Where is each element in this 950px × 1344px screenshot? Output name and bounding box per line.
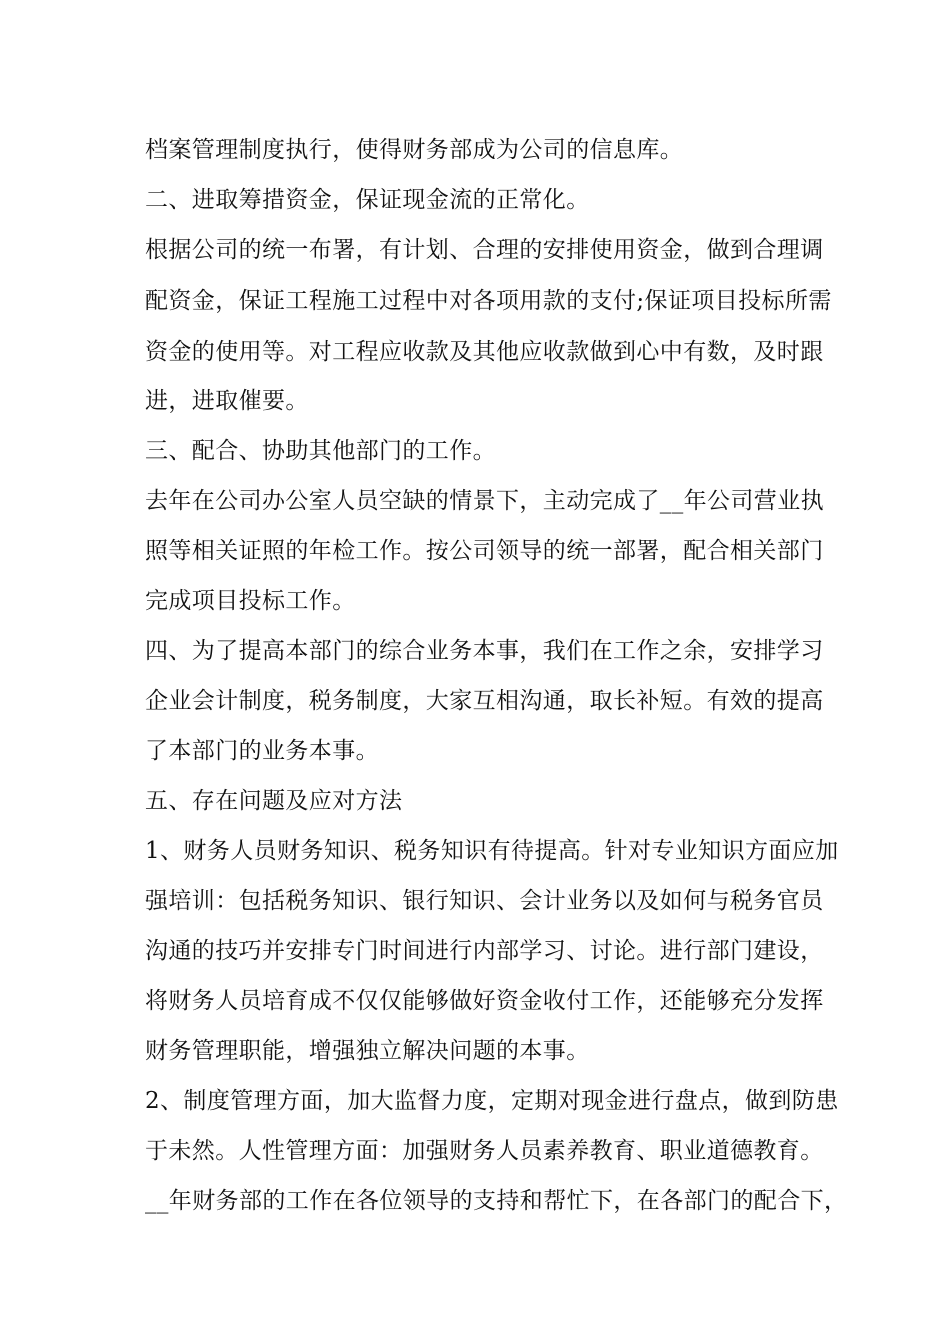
text-line: 财务管理职能，增强独立解决问题的本事。 [145, 1038, 590, 1064]
text-line: 照等相关证照的年检工作。按公司领导的统一部署，配合相关部门 [145, 538, 824, 564]
text-line: 强培训：包括税务知识、银行知识、会计业务以及如何与税务官员 [145, 888, 824, 914]
text-line: 于未然。人性管理方面：加强财务人员素养教育、职业道德教育。 [145, 1138, 824, 1164]
section-heading: 五、存在问题及应对方法 [145, 788, 403, 814]
text-line: 将财务人员培育成不仅仅能够做好资金收付工作，还能够充分发挥 [145, 988, 824, 1014]
text-line: 了本部门的业务本事。 [145, 738, 379, 764]
text-line: 企业会计制度，税务制度，大家互相沟通，取长补短。有效的提高 [145, 688, 824, 714]
text-line: 进，进取催要。 [145, 388, 309, 414]
text-line: 配资金，保证工程施工过程中对各项用款的支付;保证项目投标所需 [145, 288, 832, 314]
text-line: 去年在公司办公室人员空缺的情景下，主动完成了__年公司营业执 [145, 488, 824, 514]
text-line: __年财务部的工作在各位领导的支持和帮忙下，在各部门的配合下， [145, 1188, 848, 1214]
text-line: 1、财务人员财务知识、税务知识有待提高。针对专业知识方面应加 [145, 838, 839, 864]
text-line: 资金的使用等。对工程应收款及其他应收款做到心中有数，及时跟 [145, 339, 824, 365]
section-heading: 二、进取筹措资金，保证现金流的正常化。 [145, 187, 590, 213]
text-line: 完成项目投标工作。 [145, 588, 356, 614]
section-heading: 三、配合、协助其他部门的工作。 [145, 438, 496, 464]
text-line: 四、为了提高本部门的综合业务本事，我们在工作之余，安排学习 [145, 638, 824, 664]
text-line: 2、制度管理方面，加大监督力度，定期对现金进行盘点，做到防患 [145, 1088, 839, 1114]
text-line: 根据公司的统一布署，有计划、合理的安排使用资金，做到合理调 [145, 237, 824, 263]
text-line: 档案管理制度执行，使得财务部成为公司的信息库。 [145, 137, 684, 163]
text-line: 沟通的技巧并安排专门时间进行内部学习、讨论。进行部门建设， [145, 938, 824, 964]
